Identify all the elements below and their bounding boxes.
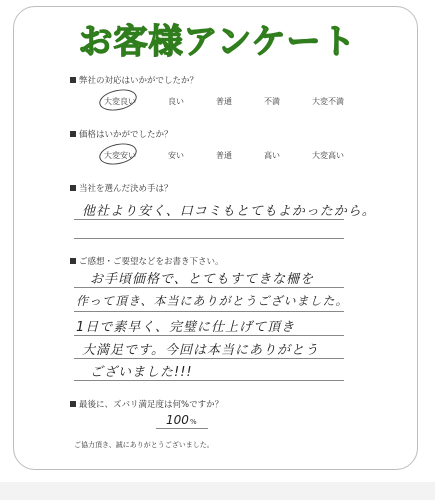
satisfaction-value: 100	[166, 413, 189, 427]
writing-line	[74, 219, 344, 220]
question-4	[70, 255, 224, 267]
q2-option[interactable]: 安い	[168, 151, 184, 160]
writing-line	[74, 287, 344, 288]
bullet-square-icon	[70, 131, 76, 137]
q1-option[interactable]: 大変不満	[312, 97, 344, 106]
satisfaction-unit: %	[190, 418, 197, 426]
q4-answer-line: ございました!!!	[90, 365, 193, 380]
question-3-text: 当社を選んだ決め手は？	[79, 184, 173, 194]
q4-answer-line: 大満足です。今回は本当にありがとう	[82, 343, 319, 358]
q1-option[interactable]: 大変良い	[104, 96, 136, 107]
q4-answer-line: 1日で素早く、完璧に仕上げて頂き	[76, 320, 296, 335]
writing-line	[74, 311, 344, 312]
question-3	[70, 182, 173, 194]
q4-answer-line: 作って頂き、本当にありがとうございました。	[76, 294, 349, 308]
bullet-square-icon	[70, 258, 76, 264]
q3-answer-line: 他社より安く、口コミもとてもよかったから。	[82, 204, 376, 219]
writing-line	[74, 358, 344, 359]
q1-option[interactable]: 普通	[216, 97, 232, 106]
q2-option[interactable]: 大変高い	[312, 151, 344, 160]
survey-title: お客様アンケート	[78, 22, 357, 62]
satisfaction-line	[156, 428, 208, 429]
writing-line	[74, 238, 344, 239]
thanks-message: ご協力頂き、誠にありがとうございました。	[74, 441, 214, 449]
writing-line	[74, 335, 344, 336]
bullet-square-icon	[70, 185, 76, 191]
question-1	[70, 74, 198, 86]
q2-option[interactable]: 大変安い	[104, 150, 136, 161]
question-5	[70, 398, 223, 410]
bullet-square-icon	[70, 77, 76, 83]
question-2-text: 価格はいかがでしたか？	[79, 130, 173, 140]
q4-answer-line: お手頃価格で、とてもすてきな柵を	[90, 272, 315, 287]
question-2-options	[104, 150, 344, 161]
bullet-square-icon	[70, 401, 76, 407]
q1-option[interactable]: 不満	[264, 97, 280, 106]
q2-option[interactable]: 普通	[216, 151, 232, 160]
writing-line	[74, 380, 344, 381]
bottom-strip	[0, 482, 435, 500]
question-1-options	[104, 96, 344, 107]
q1-option[interactable]: 良い	[168, 97, 184, 106]
question-1-text: 弊社の対応はいかがでしたか？	[79, 76, 199, 86]
question-4-text: ご感想・ご要望などをお書き下さい。	[79, 257, 224, 267]
question-5-text: 最後に、ズバリ満足度は何%ですか？	[79, 400, 224, 410]
q2-option[interactable]: 高い	[264, 151, 280, 160]
question-2	[70, 128, 173, 140]
